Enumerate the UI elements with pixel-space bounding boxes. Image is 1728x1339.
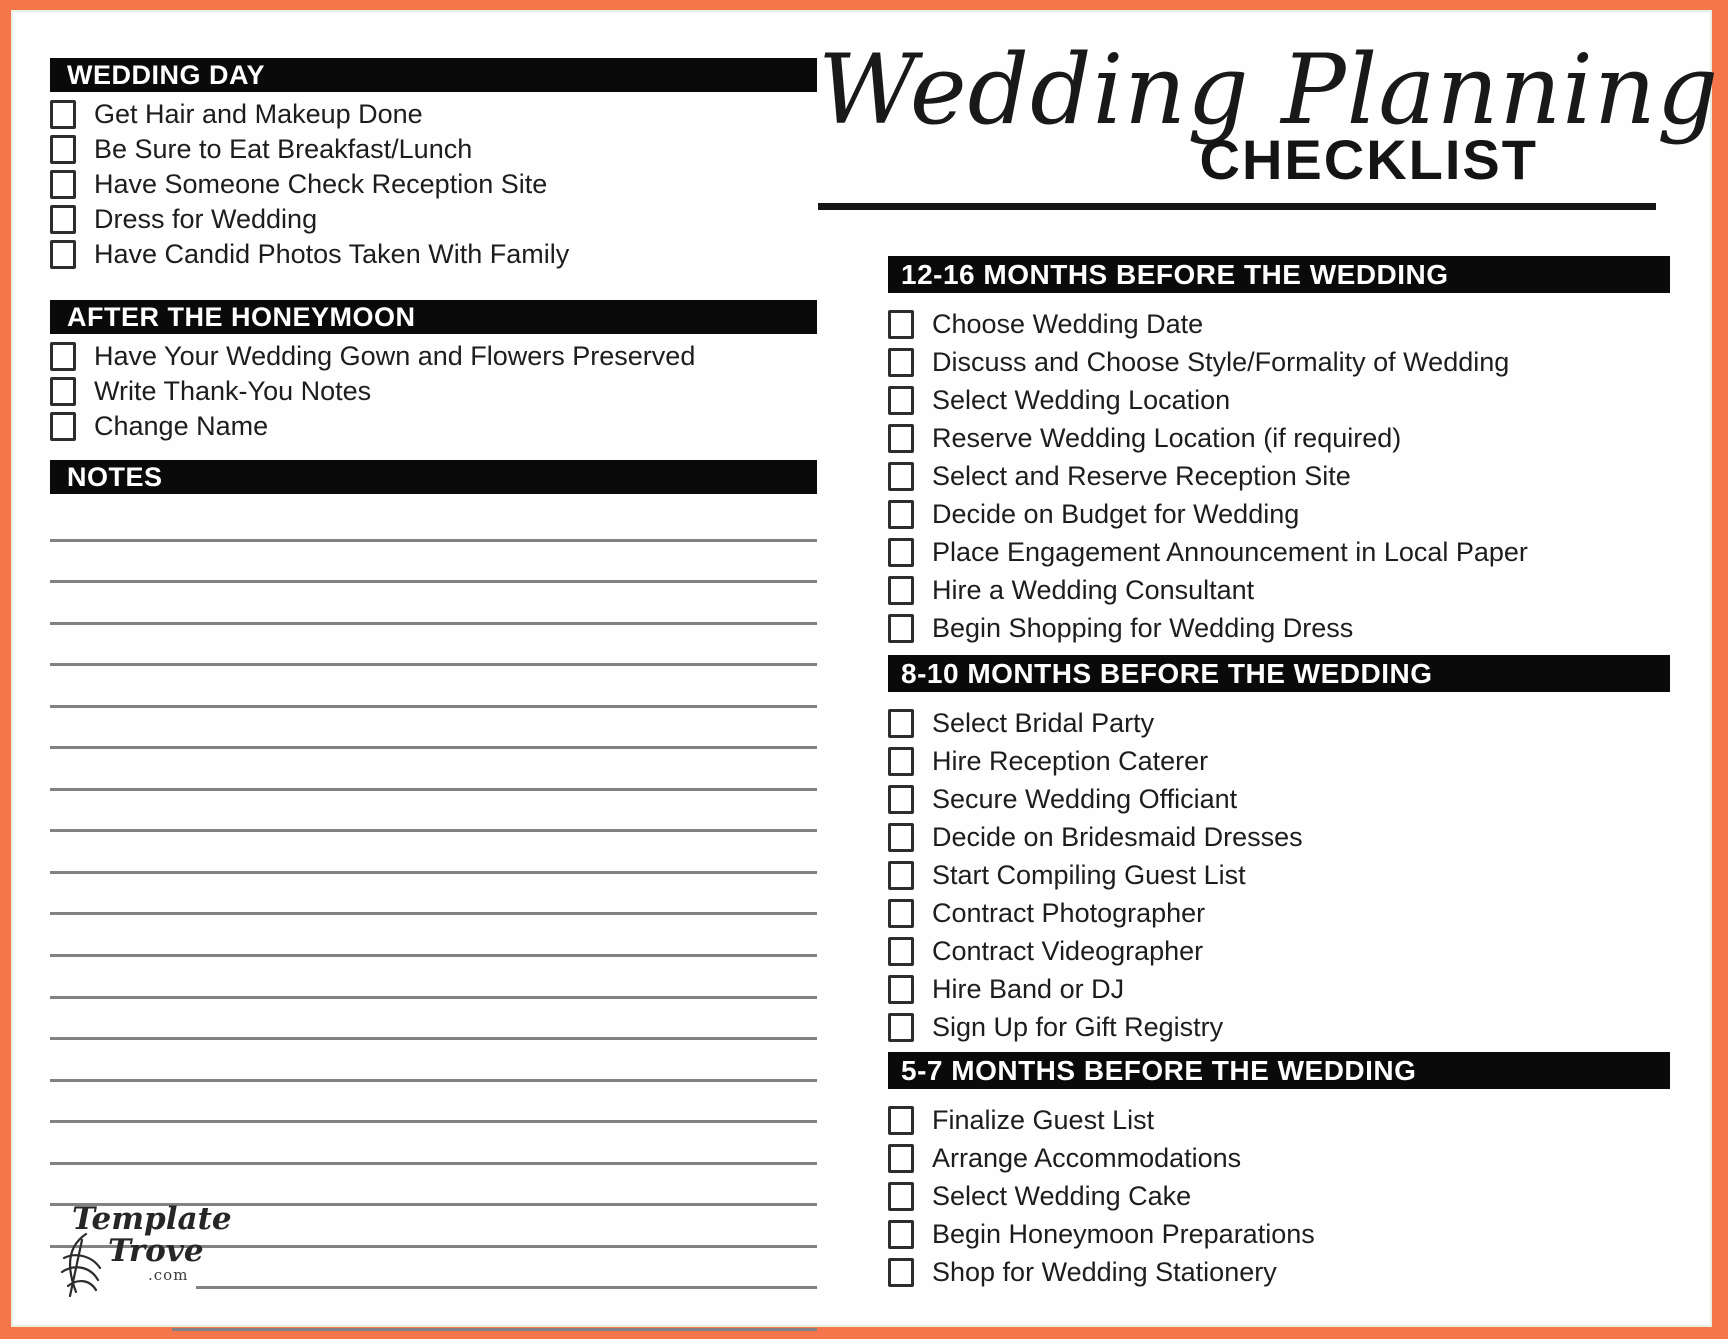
checklist-item-label: Decide on Bridesmaid Dresses (932, 821, 1303, 852)
checklist-item-label: Sign Up for Gift Registry (932, 1011, 1224, 1042)
checklist-item-label: Reserve Wedding Location (if required) (932, 422, 1402, 453)
checkbox-icon[interactable] (50, 377, 76, 406)
note-line (196, 1248, 817, 1290)
checklist-item-label: Hire Reception Caterer (932, 745, 1209, 776)
checklist-item-label: Be Sure to Eat Breakfast/Lunch (94, 134, 473, 164)
checkbox-icon[interactable] (888, 1013, 914, 1042)
checklist-item-label: Write Thank-You Notes (94, 376, 372, 406)
checklist-item (50, 167, 817, 202)
checklist-item (888, 1253, 1670, 1291)
templatetrove-logo (56, 1201, 232, 1284)
checklist-item (888, 457, 1670, 495)
note-line (50, 1082, 817, 1124)
checklist-item (888, 780, 1670, 818)
checklist-item (50, 237, 817, 272)
note-line (50, 666, 817, 708)
checklist-item-label: Dress for Wedding (94, 204, 318, 234)
checklist-item-label: Arrange Accommodations (932, 1142, 1242, 1173)
after-honeymoon-items (50, 339, 817, 444)
checklist-item-label: Discuss and Choose Style/Formality of Wedding (932, 346, 1510, 377)
checklist-item (50, 202, 817, 237)
checklist-item-label: Select and Reserve Reception Site (932, 460, 1351, 491)
12-16-months-items (888, 305, 1670, 647)
checklist-item-label: Have Someone Check Reception Site (94, 169, 548, 199)
checklist-item (888, 894, 1670, 932)
checklist-item (888, 970, 1670, 1008)
checkbox-icon[interactable] (888, 348, 914, 377)
checklist-item-label: Secure Wedding Officiant (932, 783, 1238, 814)
checkbox-icon[interactable] (50, 240, 76, 269)
checkbox-icon[interactable] (888, 386, 914, 415)
section-header-12-16-months: 12-16 MONTHS BEFORE THE WEDDING (888, 256, 1670, 293)
checklist-item (50, 339, 817, 374)
note-line (50, 915, 817, 957)
section-header-notes: NOTES (50, 460, 817, 494)
checklist-item (888, 571, 1670, 609)
checkbox-icon[interactable] (888, 1258, 914, 1287)
note-line (50, 1040, 817, 1082)
checklist-item-label: Hire Band or DJ (932, 973, 1125, 1004)
checklist-item-label: Decide on Budget for Wedding (932, 498, 1300, 529)
checkbox-icon[interactable] (50, 205, 76, 234)
checklist-item (888, 704, 1670, 742)
checklist-item (888, 1215, 1670, 1253)
title-block (818, 34, 1720, 210)
checkbox-icon[interactable] (888, 937, 914, 966)
checklist-item (888, 856, 1670, 894)
checkbox-icon[interactable] (888, 1220, 914, 1249)
page-title-script: Wedding Planning (818, 34, 1720, 146)
checklist-item-label: Contract Photographer (932, 897, 1206, 928)
note-line (50, 749, 817, 791)
checklist-item (50, 97, 817, 132)
checkbox-icon[interactable] (50, 342, 76, 371)
page-title-checklist: CHECKLIST (1199, 128, 1538, 191)
checkbox-icon[interactable] (50, 412, 76, 441)
checkbox-icon[interactable] (888, 538, 914, 567)
note-line (50, 791, 817, 833)
quill-flourish-icon (56, 1232, 108, 1300)
checkbox-icon[interactable] (888, 500, 914, 529)
checklist-item-label: Change Name (94, 411, 269, 441)
8-10-months-items (888, 704, 1670, 1046)
checklist-item-label: Select Wedding Cake (932, 1180, 1192, 1211)
checklist-item (888, 533, 1670, 571)
checklist-item (888, 1177, 1670, 1215)
note-line (50, 500, 817, 542)
logo-text-template: Template (72, 1201, 232, 1237)
note-line (50, 874, 817, 916)
checklist-item (888, 1008, 1670, 1046)
note-line (50, 957, 817, 999)
checkbox-icon[interactable] (888, 614, 914, 643)
right-column (888, 256, 1670, 1291)
checklist-item (888, 1101, 1670, 1139)
checklist-item (888, 343, 1670, 381)
checklist-item (888, 1139, 1670, 1177)
checklist-item-label: Begin Shopping for Wedding Dress (932, 612, 1354, 643)
note-line (50, 832, 817, 874)
checkbox-icon[interactable] (50, 170, 76, 199)
logo-text-com: .com (148, 1266, 189, 1284)
checkbox-icon[interactable] (888, 462, 914, 491)
checklist-item (888, 609, 1670, 647)
checklist-item-label: Choose Wedding Date (932, 308, 1204, 339)
checklist-item (888, 818, 1670, 856)
checklist-item-label: Have Candid Photos Taken With Family (94, 239, 570, 269)
checkbox-icon[interactable] (888, 975, 914, 1004)
checklist-item-label: Select Wedding Location (932, 384, 1231, 415)
checkbox-icon[interactable] (888, 576, 914, 605)
checklist-item (888, 381, 1670, 419)
checklist-item (888, 495, 1670, 533)
checkbox-icon[interactable] (888, 823, 914, 852)
checklist-item-label: Have Your Wedding Gown and Flowers Preserved (94, 341, 696, 371)
note-line (50, 542, 817, 584)
checkbox-icon[interactable] (888, 1144, 914, 1173)
checkbox-icon[interactable] (888, 899, 914, 928)
checklist-item-label: Get Hair and Makeup Done (94, 99, 423, 129)
note-line (50, 583, 817, 625)
section-header-after-honeymoon: AFTER THE HONEYMOON (50, 300, 817, 334)
note-line (50, 999, 817, 1041)
checkbox-icon[interactable] (50, 135, 76, 164)
checkbox-icon[interactable] (888, 747, 914, 776)
note-line (172, 1289, 817, 1331)
checklist-item-label: Contract Videographer (932, 935, 1204, 966)
checkbox-icon[interactable] (888, 785, 914, 814)
5-7-months-items (888, 1101, 1670, 1291)
checkbox-icon[interactable] (888, 1182, 914, 1211)
checklist-item-label: Place Engagement Announcement in Local Paper (932, 536, 1528, 567)
checklist-item (50, 409, 817, 444)
checklist-sheet (11, 10, 1720, 1327)
checklist-item-label: Select Bridal Party (932, 707, 1155, 738)
checkbox-icon[interactable] (888, 861, 914, 890)
logo-text-trove: Trove (108, 1233, 204, 1269)
checklist-item (50, 132, 817, 167)
checklist-item (888, 419, 1670, 457)
title-divider-rule (818, 203, 1656, 210)
note-line (50, 708, 817, 750)
note-line (50, 1123, 817, 1165)
checklist-item (888, 305, 1670, 343)
checkbox-icon[interactable] (50, 100, 76, 129)
checklist-item (888, 932, 1670, 970)
checklist-item-label: Finalize Guest List (932, 1104, 1155, 1135)
checklist-item (888, 742, 1670, 780)
checklist-item-label: Hire a Wedding Consultant (932, 574, 1255, 605)
section-header-8-10-months: 8-10 MONTHS BEFORE THE WEDDING (888, 655, 1670, 692)
checklist-item-label: Begin Honeymoon Preparations (932, 1218, 1315, 1249)
left-column (50, 58, 817, 1331)
section-header-5-7-months: 5-7 MONTHS BEFORE THE WEDDING (888, 1052, 1670, 1089)
section-header-wedding-day: WEDDING DAY (50, 58, 817, 92)
wedding-day-items (50, 97, 817, 272)
checkbox-icon[interactable] (888, 424, 914, 453)
checkbox-icon[interactable] (888, 310, 914, 339)
checkbox-icon[interactable] (888, 709, 914, 738)
checklist-item (50, 374, 817, 409)
checkbox-icon[interactable] (888, 1106, 914, 1135)
note-line (50, 625, 817, 667)
checklist-item-label: Start Compiling Guest List (932, 859, 1246, 890)
checklist-item-label: Shop for Wedding Stationery (932, 1256, 1277, 1287)
